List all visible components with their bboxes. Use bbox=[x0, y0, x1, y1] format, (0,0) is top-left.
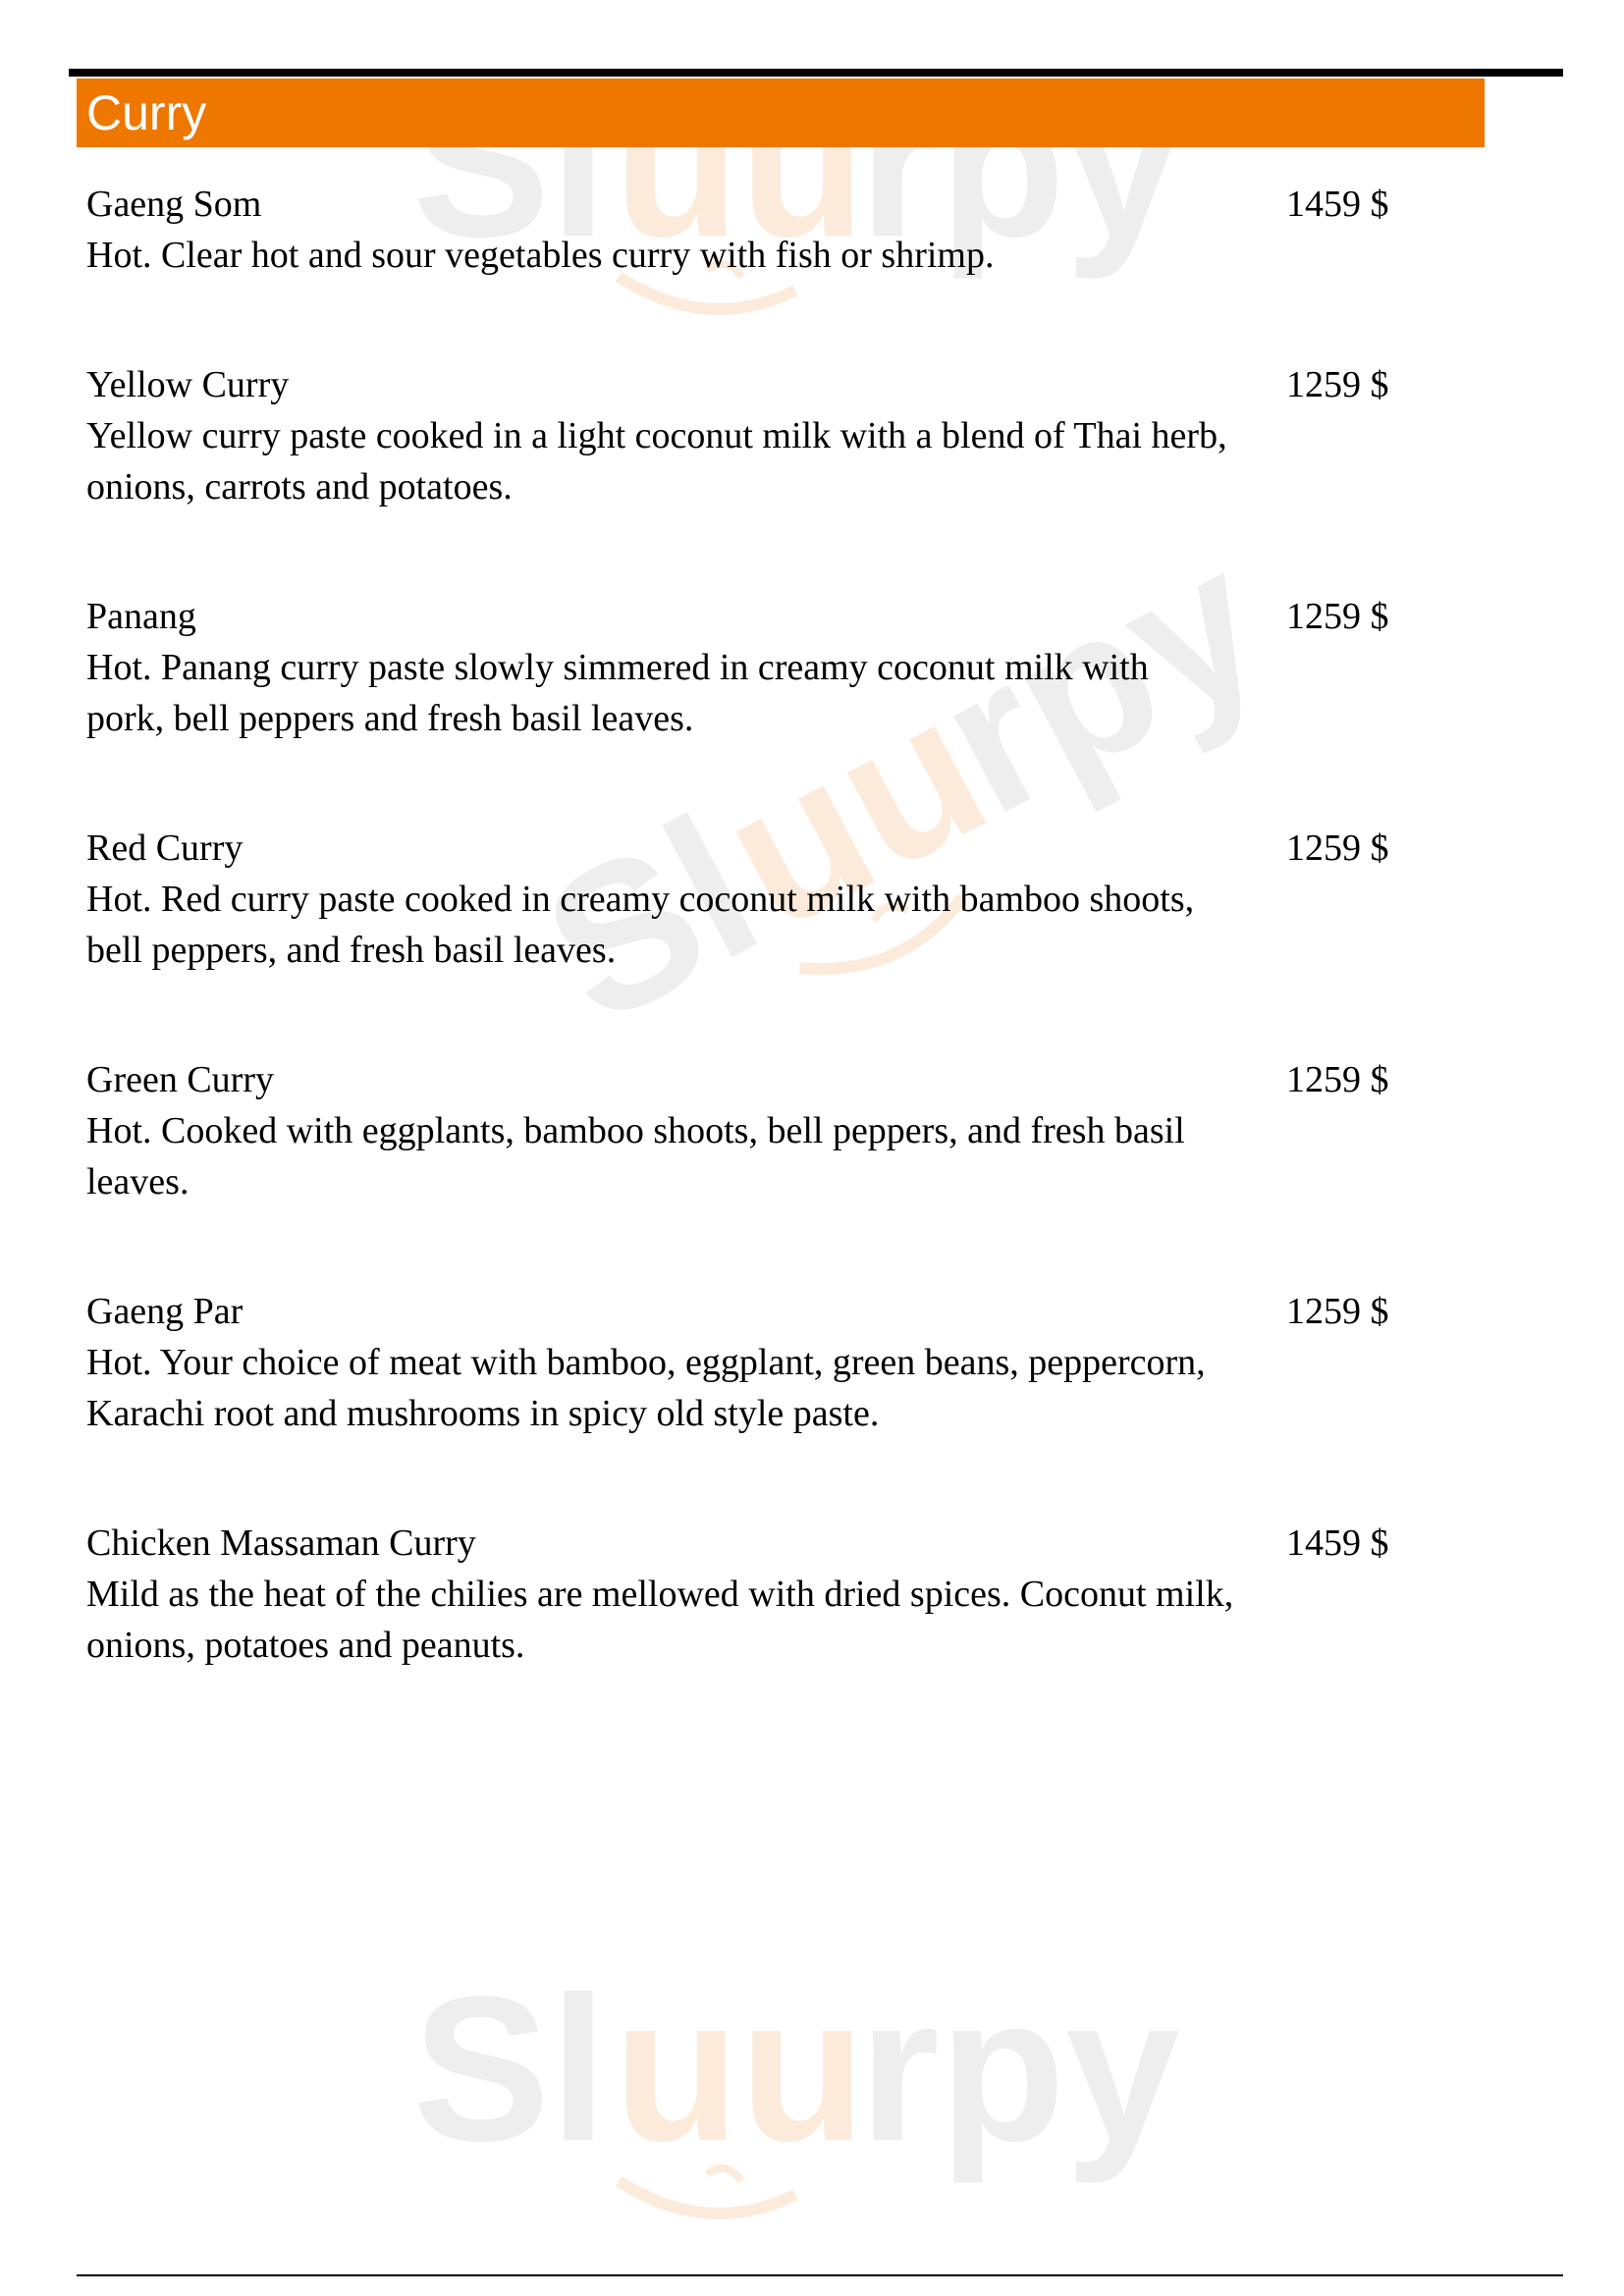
menu-item-description: Mild as the heat of the chilies are mellowed with dried spices. Coconut milk, onions, potatoes and peanuts. bbox=[86, 1574, 1234, 1666]
svg-text:rpy: rpy bbox=[904, 503, 1297, 858]
svg-text:rpy: rpy bbox=[859, 1953, 1180, 2184]
menu-item-name: Panang bbox=[86, 596, 196, 637]
menu-item-description: Hot. Panang curry paste slowly simmered in creamy coconut milk with pork, bell peppers and fresh basil leaves. bbox=[86, 647, 1149, 739]
svg-text:uu: uu bbox=[614, 49, 866, 280]
svg-text:uu: uu bbox=[688, 651, 1019, 974]
menu-item-price: 1259 $ bbox=[1286, 596, 1389, 637]
svg-text:Sl: Sl bbox=[412, 1953, 608, 2184]
menu-item-name: Yellow Curry bbox=[86, 364, 290, 405]
section-title: Curry bbox=[86, 85, 207, 140]
svg-text:Sl: Sl bbox=[511, 772, 791, 1068]
menu-item-name: Gaeng Par bbox=[86, 1291, 244, 1332]
top-divider bbox=[69, 69, 1563, 77]
menu-item-description: Hot. Red curry paste cooked in creamy coconut milk with bamboo shoots, bell peppers, and fresh basil leaves. bbox=[86, 879, 1195, 971]
menu-item-price: 1259 $ bbox=[1286, 1059, 1389, 1100]
bottom-divider bbox=[77, 2274, 1563, 2276]
menu-item-price: 1459 $ bbox=[1286, 1522, 1389, 1564]
menu-item-name: Red Curry bbox=[86, 828, 244, 869]
menu-item-name: Gaeng Som bbox=[86, 184, 262, 225]
svg-text:uu: uu bbox=[614, 1953, 866, 2184]
menu-item-price: 1459 $ bbox=[1286, 184, 1389, 225]
menu-item-description: Yellow curry paste cooked in a light coconut milk with a blend of Thai herb, onions, carrots and potatoes. bbox=[86, 415, 1227, 507]
menu-item-price: 1259 $ bbox=[1286, 828, 1389, 869]
menu-item-name: Green Curry bbox=[86, 1059, 274, 1100]
section-header-curry bbox=[77, 79, 1485, 147]
menu-item-description: Hot. Clear hot and sour vegetables curry with fish or shrimp. bbox=[86, 235, 995, 276]
menu-item-name: Chicken Massaman Curry bbox=[86, 1522, 476, 1564]
svg-text:Sl: Sl bbox=[412, 49, 608, 280]
menu-item-description: Hot. Cooked with eggplants, bamboo shoots, bell peppers, and fresh basil leaves. bbox=[86, 1110, 1185, 1202]
menu-item-price: 1259 $ bbox=[1286, 364, 1389, 405]
menu-item-price: 1259 $ bbox=[1286, 1291, 1389, 1332]
watermark-logo-icon bbox=[412, 1953, 1218, 2248]
watermark-logo-icon bbox=[511, 486, 1360, 1124]
menu-item-description: Hot. Your choice of meat with bamboo, eggplant, green beans, peppercorn, Karachi root and mushrooms in spicy old style paste. bbox=[86, 1342, 1206, 1434]
svg-text:rpy: rpy bbox=[859, 49, 1180, 280]
